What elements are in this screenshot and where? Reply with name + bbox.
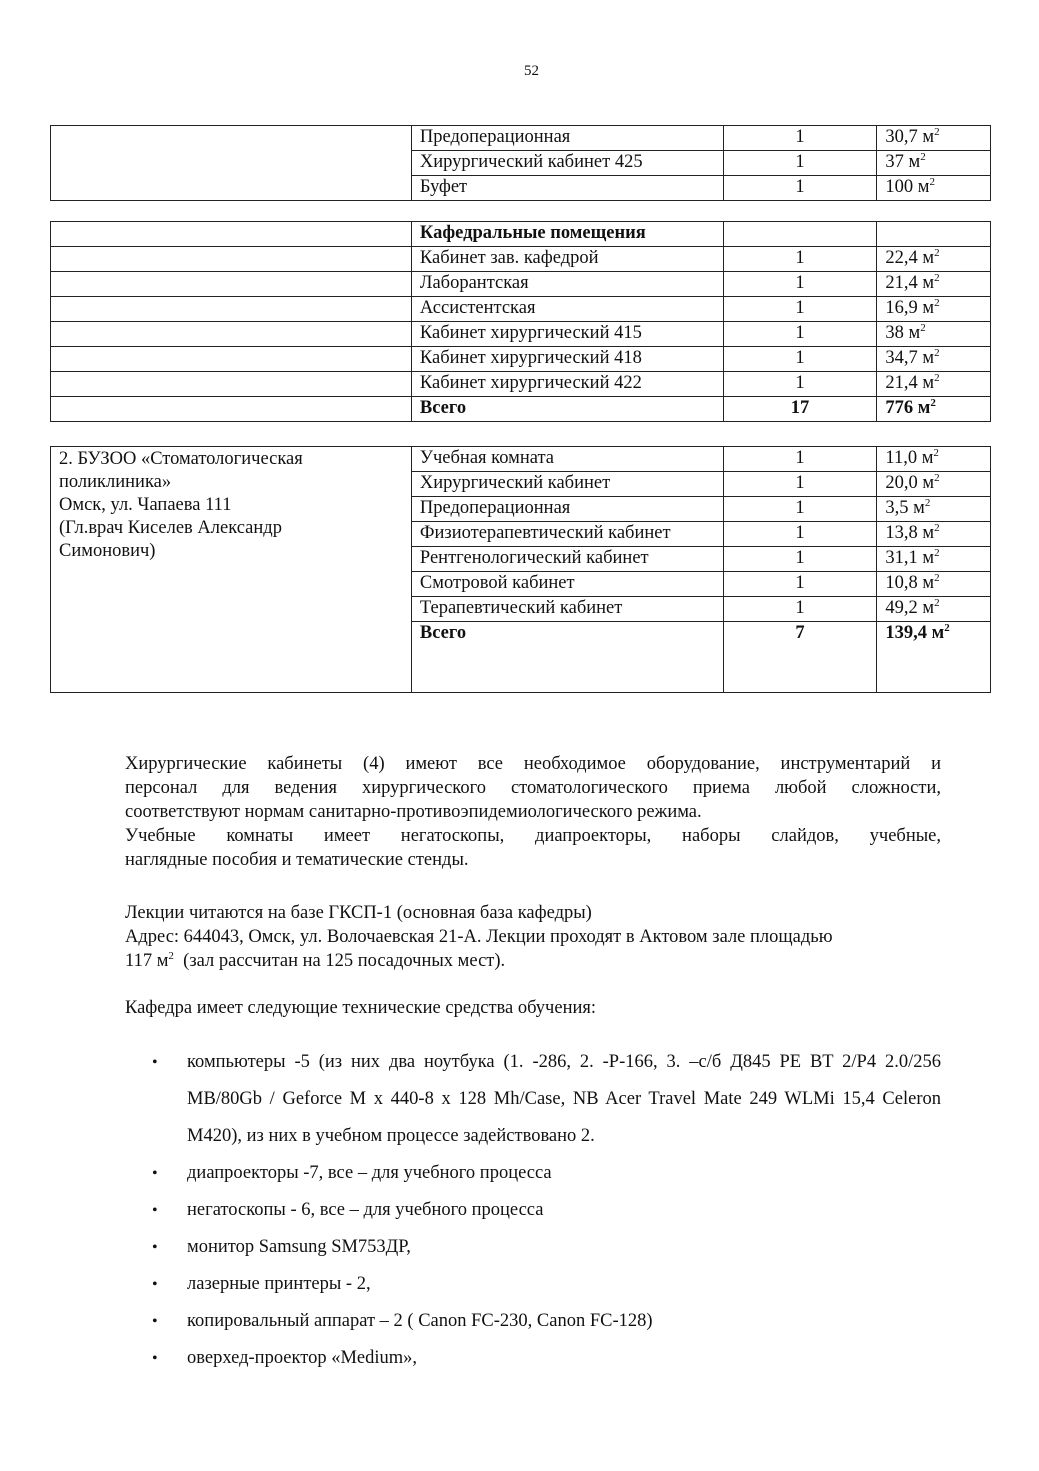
page-number: 52: [524, 63, 539, 79]
total-count: 17: [723, 397, 877, 422]
list-item-text: негатоскопы - 6, все – для учебного процесса: [187, 1200, 544, 1220]
text-line: соответствуют нормам санитарно-противоэпидемиологического режима.: [125, 802, 702, 822]
area-cell: 21,4 $м^2$: [877, 272, 991, 297]
area-cell: [877, 222, 991, 247]
text-line: Кафедра имеет следующие технические средства обучения:: [125, 998, 597, 1018]
org-cell: [51, 372, 412, 397]
area-cell: 49,2 $м^2$: [877, 597, 991, 622]
section-title: Кафедральные помещения: [411, 222, 723, 247]
rooms-table-continued: [50, 125, 991, 201]
total-count: 7: [723, 622, 877, 693]
count-cell: 1: [723, 372, 877, 397]
bullet-icon: •: [152, 1165, 158, 1182]
list-item-text: оверхед-проектор «Medium»,: [187, 1348, 418, 1368]
list-item: [152, 1303, 941, 1340]
text-line: Хирургические кабинеты (4) имеют все необходимое оборудование, инструментарий и: [125, 754, 941, 774]
room-cell: Кабинет хирургический 418: [411, 347, 723, 372]
table-row: [51, 126, 991, 151]
total-row: [51, 397, 991, 422]
text-line: 117 $м^2$ (зал рассчитан на 125 посадочных мест).: [125, 950, 506, 971]
area-cell: 3,5 $м^2$: [877, 497, 991, 522]
table-row: [51, 297, 991, 322]
org-cell: [51, 397, 412, 422]
total-area: 776 $м^2$: [877, 397, 991, 422]
count-cell: 1: [723, 347, 877, 372]
text-line: Лекции читаются на базе ГКСП-1 (основная база кафедры): [125, 903, 592, 923]
equipment-intro: [125, 996, 941, 1020]
org-line: поликлиника»: [59, 472, 172, 492]
list-item: [152, 1266, 941, 1303]
bullet-icon: •: [152, 1054, 158, 1071]
area-cell: 10,8 $м^2$: [877, 572, 991, 597]
bullet-icon: •: [152, 1239, 158, 1256]
list-item: [152, 1229, 941, 1266]
text-line: Адрес: 644043, Омск, ул. Волочаевская 21-А. Лекции проходят в Актовом зале площадью: [125, 927, 833, 947]
equipment-list: [152, 1044, 941, 1377]
count-cell: 1: [723, 597, 877, 622]
area-cell: 37 $м^2$: [877, 151, 991, 176]
table-row: [51, 447, 991, 472]
text-line: Учебные комнаты имеет негатоскопы, диапроекторы, наборы слайдов, учебные,: [125, 826, 941, 846]
org-line: Омск, ул. Чапаева 111: [59, 495, 232, 515]
table-row: [51, 272, 991, 297]
list-item-text: компьютеры -5 (из них два ноутбука (1. -286, 2. -Р-166, 3. –с/б Д845 PE BT 2/P4 2.0/256 MB/80Gb / Geforce M x 440-8 x 128 Mh/Case, NB Acer Travel Mate 249 WLMi 15,4 Celeron M420), из них в учебном процессе задействовано 2.: [187, 1052, 941, 1146]
area-cell: 38 $м^2$: [877, 322, 991, 347]
total-label: Всего: [411, 622, 723, 693]
total-label: Всего: [411, 397, 723, 422]
count-cell: 1: [723, 572, 877, 597]
org-cell: [51, 222, 412, 247]
count-cell: 1: [723, 272, 877, 297]
area-cell: 20,0 $м^2$: [877, 472, 991, 497]
bullet-icon: •: [152, 1350, 158, 1367]
section-header-row: [51, 222, 991, 247]
org-line: (Гл.врач Киселев Александр: [59, 518, 282, 538]
table-row: [51, 347, 991, 372]
org-cell: [51, 272, 412, 297]
area-cell: 13,8 $м^2$: [877, 522, 991, 547]
bullet-icon: •: [152, 1202, 158, 1219]
text-line: персонал для ведения хирургического стоматологического приема любой сложности,: [125, 778, 941, 798]
list-item: [152, 1192, 941, 1229]
area-cell: 30,7 $м^2$: [877, 126, 991, 151]
clinic-rooms-table: [50, 446, 991, 693]
equipment-description: [125, 752, 941, 872]
department-rooms-table: [50, 221, 991, 422]
bullet-icon: •: [152, 1276, 158, 1293]
room-cell: Кабинет хирургический 422: [411, 372, 723, 397]
org-cell: [51, 322, 412, 347]
list-item: [152, 1155, 941, 1192]
org-cell: [51, 347, 412, 372]
area-cell: 22,4 $м^2$: [877, 247, 991, 272]
count-cell: 1: [723, 547, 877, 572]
room-cell: Физиотерапевтический кабинет: [411, 522, 723, 547]
room-cell: Рентгенологический кабинет: [411, 547, 723, 572]
organization-cell: [51, 447, 412, 693]
count-cell: 1: [723, 522, 877, 547]
count-cell: 1: [723, 247, 877, 272]
room-cell: Смотровой кабинет: [411, 572, 723, 597]
bullet-icon: •: [152, 1313, 158, 1330]
room-cell: Предоперационная: [411, 126, 723, 151]
count-cell: 1: [723, 151, 877, 176]
table-row: [51, 247, 991, 272]
org-line: Симонович): [59, 541, 156, 561]
room-cell: Кабинет хирургический 415: [411, 322, 723, 347]
list-item-text: монитор Samsung SM753ДР,: [187, 1237, 411, 1257]
room-cell: Хирургический кабинет 425: [411, 151, 723, 176]
room-cell: Терапевтический кабинет: [411, 597, 723, 622]
table-row: [51, 322, 991, 347]
area-cell: 100 $м^2$: [877, 176, 991, 201]
area-cell: 16,9 $м^2$: [877, 297, 991, 322]
list-item: [152, 1340, 941, 1377]
list-item-text: копировальный аппарат – 2 ( Canon FC-230, Canon FC-128): [187, 1311, 653, 1331]
list-item-text: лазерные принтеры - 2,: [187, 1274, 371, 1294]
room-cell: Буфет: [411, 176, 723, 201]
count-cell: 1: [723, 126, 877, 151]
room-cell: Лаборантская: [411, 272, 723, 297]
room-cell: Хирургический кабинет: [411, 472, 723, 497]
org-cell: [51, 247, 412, 272]
count-cell: 1: [723, 497, 877, 522]
list-item: [152, 1044, 941, 1155]
area-cell: 34,7 $м^2$: [877, 347, 991, 372]
area-cell: 31,1 $м^2$: [877, 547, 991, 572]
org-cell: [51, 126, 412, 201]
table-row: [51, 372, 991, 397]
count-cell: 1: [723, 297, 877, 322]
lecture-info: [125, 901, 941, 973]
room-cell: Предоперационная: [411, 497, 723, 522]
count-cell: 1: [723, 176, 877, 201]
org-line: 2. БУЗОО «Стоматологическая: [59, 449, 303, 469]
list-item-text: диапроекторы -7, все – для учебного процесса: [187, 1163, 552, 1183]
room-cell: Кабинет зав. кафедрой: [411, 247, 723, 272]
room-cell: Ассистентская: [411, 297, 723, 322]
count-cell: [723, 222, 877, 247]
count-cell: 1: [723, 322, 877, 347]
text-line: наглядные пособия и тематические стенды.: [125, 850, 469, 870]
total-area: 139,4 $м^2$: [877, 622, 991, 693]
count-cell: 1: [723, 472, 877, 497]
count-cell: 1: [723, 447, 877, 472]
org-cell: [51, 297, 412, 322]
area-cell: 11,0 $м^2$: [877, 447, 991, 472]
area-cell: 21,4 $м^2$: [877, 372, 991, 397]
room-cell: Учебная комната: [411, 447, 723, 472]
